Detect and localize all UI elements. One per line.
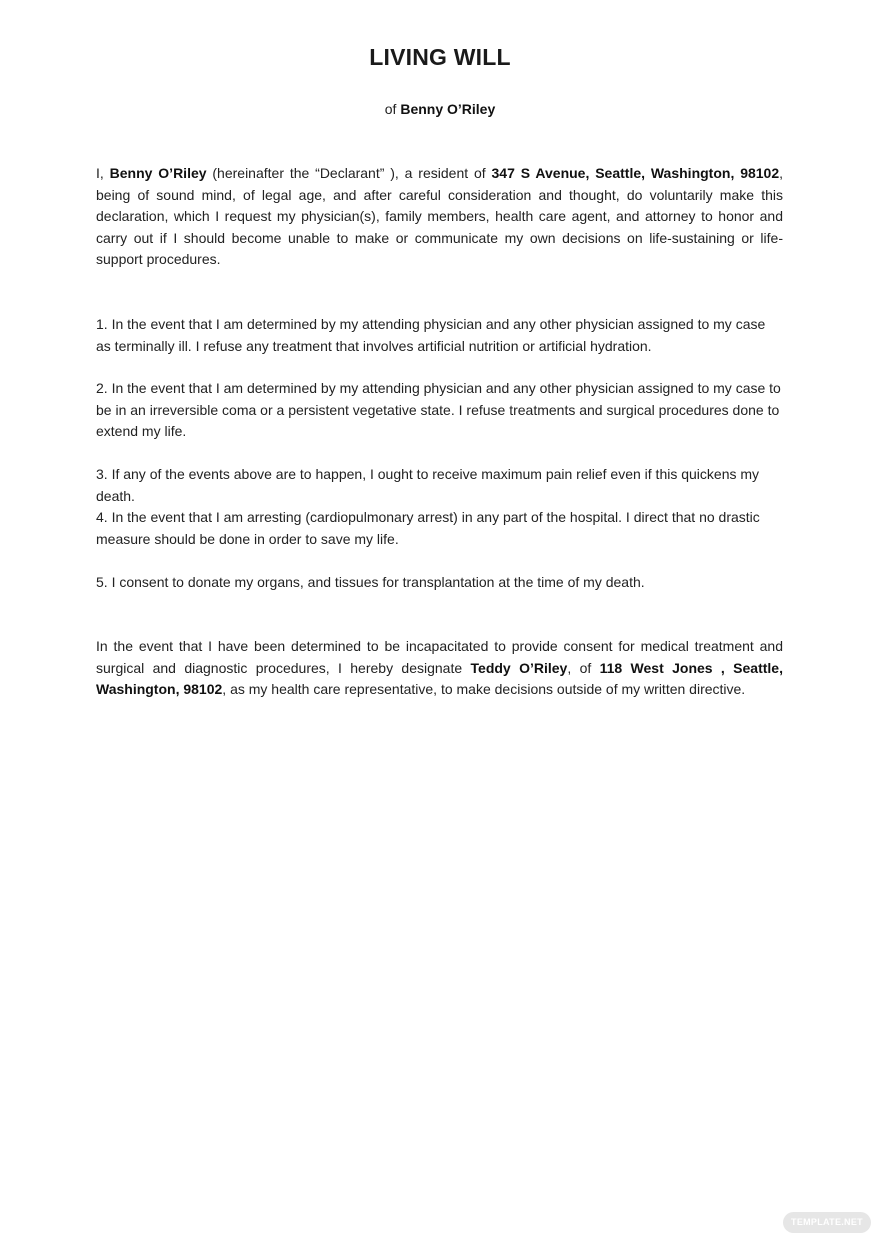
directive-item-5: 5. I consent to donate my organs, and tissues for transplantation at the time of my death.: [96, 574, 645, 590]
intro-paragraph: [96, 163, 783, 271]
representative-text-1: In the event that I have been determined to be incapacitated to provide consent for medical treatment and surgical and diagnostic procedures, I hereby designate: [96, 638, 783, 676]
intro-declarant-name: Benny O’Riley: [109, 165, 207, 181]
representative-address: 118 West Jones , Seattle, Washington, 98102: [96, 659, 783, 697]
intro-declarant-address: 347 S Avenue, Seattle, Washington, 98102: [491, 165, 780, 181]
directive-item-2: 2. In the event that I am determined by my attending physician and any other physician assigned to my case to be in an irreversible coma or a persistent vegetative state. I refuse treatments and surgical procedures done to extend my life.: [96, 380, 781, 439]
intro-text-2: (hereinafter the “Declarant” ), a resident of: [206, 165, 492, 181]
declarant-name-heading: Benny O’Riley: [400, 101, 496, 117]
representative-paragraph: [96, 636, 783, 701]
directive-item-1: 1. In the event that I am determined by my attending physician and any other physician assigned to my case as terminally ill. I refuse any treatment that involves artificial nutrition or artificial hydration.: [96, 316, 766, 354]
template-watermark: TEMPLATE.NET: [783, 1212, 871, 1233]
representative-text-3: , as my health care representative, to make decisions outside of my written directive.: [222, 681, 746, 697]
intro-text-3: , being of sound mind, of legal age, and after careful consideration and thought, do voluntarily make this declaration, which I request my physician(s), family members, health care agent, and attorney to honor and carry out if I should become unable to make or communicate my own decisions on life-sustaining or life-support procedures.: [96, 165, 784, 267]
representative-text-2: , of: [567, 659, 600, 676]
intro-text-1: I,: [96, 165, 110, 181]
directive-item-4: 4. In the event that I am arresting (cardiopulmonary arrest) in any part of the hospital. I direct that no drastic measure should be done in order to save my life.: [96, 509, 760, 547]
representative-name: Teddy O’Riley: [470, 659, 568, 676]
directive-item-3: 3. If any of the events above are to happen, I ought to receive maximum pain relief even if this quickens my death.: [96, 466, 760, 504]
document-title: LIVING WILL: [369, 44, 511, 70]
subtitle-prefix: of: [384, 101, 397, 117]
document-subtitle: [0, 101, 880, 117]
